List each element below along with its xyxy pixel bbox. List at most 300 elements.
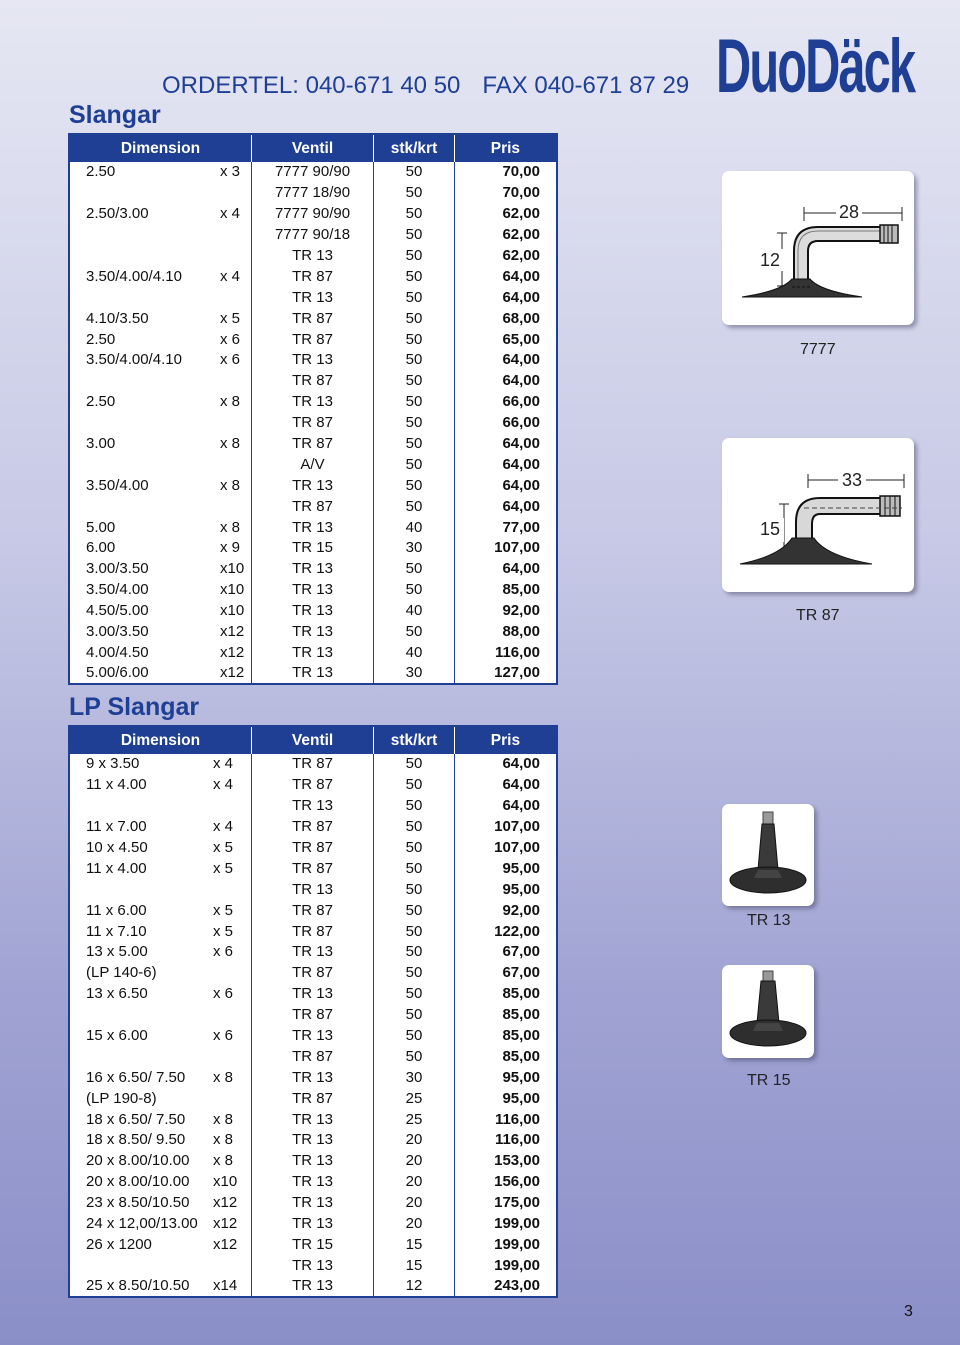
cell-valve: TR 87 (251, 1046, 373, 1067)
dimension-text: 5.00 (86, 518, 116, 536)
dimension-text: 24 x 12,00/13.00 (86, 1215, 198, 1233)
cell-price: 85,00 (502, 581, 540, 599)
table-row (69, 1193, 557, 1214)
col-header-valve: Ventil (251, 726, 373, 754)
multiplier-text: x 5 (213, 839, 234, 856)
page-number: 3 (904, 1303, 913, 1320)
lp-slangar-price-table (68, 725, 558, 1298)
cell-price: 199,00 (494, 1235, 540, 1253)
cell-dimension (69, 775, 251, 796)
cell-price: 64,00 (502, 497, 540, 515)
cell-qty: 50 (374, 942, 455, 963)
cell-valve: TR 13 (251, 984, 373, 1005)
cell-valve: TR 87 (251, 266, 373, 287)
valve-label-tr15: TR 15 (747, 1072, 791, 1089)
cell-qty: 20 (374, 1193, 455, 1214)
cell-valve: TR 13 (251, 1026, 373, 1047)
cell-price: 62,00 (502, 247, 540, 264)
cell-qty: 25 (374, 1088, 455, 1109)
dimension-text: 4.50/5.00 (86, 602, 149, 620)
col-header-dimension: Dimension (69, 726, 251, 754)
cell-valve: TR 13 (251, 1130, 373, 1151)
straight-valve-icon (722, 804, 814, 906)
valve-label-7777: 7777 (800, 341, 836, 358)
cell-dimension (69, 329, 251, 350)
cell-valve: TR 15 (251, 538, 373, 559)
cell-qty: 50 (374, 1046, 455, 1067)
table-row (69, 642, 557, 663)
table-row (69, 1234, 557, 1255)
cell-valve: TR 13 (251, 1255, 373, 1276)
multiplier-text: x12 (213, 1235, 238, 1253)
cell-price: 122,00 (494, 922, 540, 940)
cell-price: 95,00 (502, 859, 540, 877)
dimension-text: (LP 140-6) (86, 964, 157, 982)
cell-valve: 7777 18/90 (251, 183, 373, 204)
table-row (69, 1214, 557, 1235)
table-row (69, 517, 557, 538)
cell-dimension (69, 204, 251, 225)
table-row (69, 1046, 557, 1067)
cell-dimension (69, 287, 251, 308)
cell-qty: 50 (374, 496, 455, 517)
cell-valve: TR 13 (251, 559, 373, 580)
table-row (69, 434, 557, 455)
cell-valve: TR 13 (251, 622, 373, 643)
cell-valve: 7777 90/90 (251, 162, 373, 183)
angled-valve-icon (722, 438, 914, 592)
cell-dimension (69, 517, 251, 538)
cell-price: 70,00 (502, 163, 540, 181)
table-row (69, 287, 557, 308)
cell-qty: 50 (374, 900, 455, 921)
table-row (69, 580, 557, 601)
cell-dimension (69, 1046, 251, 1067)
dimension-text: 2.50 (86, 393, 116, 411)
dimension-text: 2.50 (86, 330, 116, 348)
cell-qty: 20 (374, 1172, 455, 1193)
cell-dimension (69, 434, 251, 455)
cell-qty: 20 (374, 1214, 455, 1235)
dimension-text: 3.00/3.50 (86, 560, 149, 578)
cell-valve: TR 13 (251, 580, 373, 601)
cell-price: 127,00 (494, 664, 540, 682)
cell-dimension (69, 1109, 251, 1130)
multiplier-text: x12 (220, 643, 245, 661)
cell-qty: 50 (374, 204, 455, 225)
cell-price: 88,00 (502, 623, 540, 641)
table-row (69, 496, 557, 517)
cell-dimension (69, 1151, 251, 1172)
cell-qty: 25 (374, 1109, 455, 1130)
cell-price: 116,00 (494, 1131, 540, 1149)
dimension-text: 2.50/3.00 (86, 205, 149, 223)
dimension-text: 11 x 7.00 (86, 818, 147, 836)
multiplier-text: x 8 (220, 435, 241, 453)
cell-dimension (69, 183, 251, 204)
cell-price: 66,00 (502, 414, 540, 432)
multiplier-text: x 9 (220, 539, 241, 557)
cell-price: 95,00 (502, 1068, 540, 1086)
cell-dimension (69, 559, 251, 580)
cell-qty: 50 (374, 266, 455, 287)
table-row (69, 900, 557, 921)
table-row (69, 413, 557, 434)
multiplier-text: x 8 (213, 1110, 234, 1128)
cell-valve: TR 87 (251, 1088, 373, 1109)
table-row (69, 963, 557, 984)
cell-qty: 50 (374, 287, 455, 308)
cell-valve: 7777 90/90 (251, 204, 373, 225)
cell-valve: TR 13 (251, 1276, 373, 1297)
cell-price: 85,00 (502, 1027, 540, 1045)
cell-valve: TR 87 (251, 1005, 373, 1026)
multiplier-text: x10 (220, 602, 245, 620)
cell-valve: TR 13 (251, 601, 373, 622)
cell-dimension (69, 162, 251, 183)
cell-valve: TR 13 (251, 642, 373, 663)
svg-text:DuoDäck: DuoDäck (716, 23, 917, 109)
col-header-qty: stk/krt (374, 134, 455, 162)
cell-valve: A/V (251, 454, 373, 475)
cell-price: 64,00 (502, 372, 540, 390)
cell-qty: 50 (374, 858, 455, 879)
cell-dimension (69, 1193, 251, 1214)
dimension-text: 16 x 6.50/ 7.50 (86, 1068, 186, 1086)
cell-price: 67,00 (502, 964, 540, 982)
cell-price: 116,00 (494, 1110, 540, 1128)
cell-dimension (69, 308, 251, 329)
cell-dimension (69, 1276, 251, 1297)
table-row (69, 942, 557, 963)
dimension-text: 13 x 5.00 (86, 943, 148, 961)
dimension-text: 25 x 8.50/10.50 (86, 1277, 190, 1295)
dimension-text: 3.50/4.00 (86, 581, 149, 599)
cell-valve: TR 87 (251, 754, 373, 775)
slangar-price-table (68, 133, 558, 685)
cell-price: 64,00 (502, 455, 540, 473)
table-row (69, 921, 557, 942)
cell-dimension (69, 392, 251, 413)
col-header-valve: Ventil (251, 134, 373, 162)
cell-valve: 7777 90/18 (251, 225, 373, 246)
table-row (69, 984, 557, 1005)
table-row (69, 879, 557, 900)
dimension-text: 2.50 (86, 163, 116, 181)
cell-dimension (69, 246, 251, 267)
cell-qty: 50 (374, 1005, 455, 1026)
cell-price: 243,00 (494, 1277, 540, 1295)
cell-valve: TR 15 (251, 1234, 373, 1255)
cell-valve: TR 87 (251, 858, 373, 879)
cell-dimension (69, 266, 251, 287)
cell-dimension (69, 413, 251, 434)
multiplier-text: x 4 (213, 818, 234, 836)
angled-valve-icon (722, 171, 914, 325)
cell-price: 116,00 (494, 643, 540, 661)
valve-label-tr13: TR 13 (747, 912, 791, 929)
dimension-text: 4.00/4.50 (86, 643, 149, 661)
cell-qty: 40 (374, 642, 455, 663)
multiplier-text: x 6 (213, 943, 234, 961)
cell-qty: 20 (374, 1130, 455, 1151)
multiplier-text: x 5 (213, 901, 234, 919)
section-title-lp-slangar: LP Slangar (69, 693, 200, 721)
table-row (69, 663, 557, 684)
cell-dimension (69, 796, 251, 817)
cell-valve: TR 13 (251, 1172, 373, 1193)
dimension-text: 9 x 3.50 (86, 755, 140, 773)
multiplier-text: x12 (220, 623, 245, 641)
cell-valve: TR 87 (251, 921, 373, 942)
valve-tr15-card (722, 965, 814, 1058)
cell-price: 64,00 (502, 288, 540, 306)
cell-dimension (69, 350, 251, 371)
cell-valve: TR 13 (251, 517, 373, 538)
table-row (69, 1151, 557, 1172)
table-row (69, 1130, 557, 1151)
cell-price: 95,00 (502, 880, 540, 898)
dimension-text: 6.00 (86, 539, 116, 557)
cell-qty: 15 (374, 1234, 455, 1255)
cell-qty: 50 (374, 879, 455, 900)
cell-qty: 50 (374, 963, 455, 984)
cell-dimension (69, 838, 251, 859)
cell-price: 77,00 (502, 518, 540, 536)
multiplier-text: x 6 (213, 985, 234, 1003)
cell-price: 156,00 (494, 1173, 540, 1191)
straight-valve-icon (722, 965, 814, 1058)
valve-tr87-card (722, 438, 914, 592)
table-row (69, 371, 557, 392)
cell-qty: 50 (374, 392, 455, 413)
cell-dimension (69, 454, 251, 475)
cell-dimension (69, 963, 251, 984)
cell-valve: TR 13 (251, 246, 373, 267)
valve-label-tr87: TR 87 (796, 607, 840, 624)
cell-price: 107,00 (494, 539, 540, 557)
cell-price: 95,00 (502, 1089, 540, 1107)
cell-valve: TR 13 (251, 796, 373, 817)
table-row (69, 838, 557, 859)
cell-qty: 50 (374, 754, 455, 775)
dimension-text: 26 x 1200 (86, 1235, 152, 1253)
cell-qty: 50 (374, 183, 455, 204)
cell-qty: 50 (374, 921, 455, 942)
cell-valve: TR 87 (251, 371, 373, 392)
cell-qty: 40 (374, 517, 455, 538)
cell-dimension (69, 1214, 251, 1235)
valve-tr13-card (722, 804, 814, 906)
cell-price: 62,00 (502, 205, 540, 223)
cell-dimension (69, 879, 251, 900)
table-row (69, 796, 557, 817)
cell-dimension (69, 642, 251, 663)
table-row (69, 538, 557, 559)
cell-qty: 20 (374, 1151, 455, 1172)
table-row (69, 1276, 557, 1297)
table-row (69, 475, 557, 496)
cell-price: 65,00 (502, 330, 540, 348)
multiplier-text: x 4 (220, 267, 241, 285)
cell-dimension (69, 538, 251, 559)
cell-qty: 40 (374, 601, 455, 622)
table-row (69, 392, 557, 413)
multiplier-text: x 6 (220, 330, 241, 348)
cell-dimension (69, 1088, 251, 1109)
cell-valve: TR 13 (251, 392, 373, 413)
cell-price: 64,00 (502, 267, 540, 285)
svg-text:12: 12 (759, 250, 781, 270)
cell-valve: TR 87 (251, 775, 373, 796)
col-header-price: Pris (454, 134, 557, 162)
col-header-dimension: Dimension (69, 134, 251, 162)
cell-dimension (69, 858, 251, 879)
cell-valve: TR 13 (251, 350, 373, 371)
cell-qty: 30 (374, 1067, 455, 1088)
cell-valve: TR 13 (251, 1151, 373, 1172)
cell-qty: 50 (374, 246, 455, 267)
multiplier-text: x 8 (220, 476, 241, 494)
cell-dimension (69, 371, 251, 392)
table-header-row (69, 726, 557, 754)
multiplier-text: x 8 (220, 393, 241, 411)
dimension-text: 3.50/4.00/4.10 (86, 267, 182, 285)
fax-text: FAX 040-671 87 29 (482, 72, 690, 99)
brand-logo-mark (716, 23, 917, 109)
table-row (69, 183, 557, 204)
table-row (69, 225, 557, 246)
cell-qty: 50 (374, 475, 455, 496)
multiplier-text: x 8 (213, 1131, 234, 1149)
cell-qty: 15 (374, 1255, 455, 1276)
cell-qty: 30 (374, 663, 455, 684)
multiplier-text: x 8 (220, 518, 241, 536)
cell-qty: 50 (374, 308, 455, 329)
cell-valve: TR 13 (251, 475, 373, 496)
cell-price: 66,00 (502, 393, 540, 411)
cell-valve: TR 87 (251, 308, 373, 329)
cell-dimension (69, 663, 251, 684)
valve-7777-card (722, 171, 914, 325)
table-row (69, 1172, 557, 1193)
table-row (69, 1109, 557, 1130)
cell-qty: 12 (374, 1276, 455, 1297)
cell-price: 199,00 (494, 1256, 540, 1274)
table-row (69, 601, 557, 622)
dimension-text: 20 x 8.00/10.00 (86, 1152, 190, 1170)
multiplier-text: x12 (220, 664, 245, 682)
table-header-row (69, 134, 557, 162)
cell-dimension (69, 475, 251, 496)
multiplier-text: x12 (213, 1215, 238, 1233)
col-header-price: Pris (454, 726, 557, 754)
cell-qty: 50 (374, 371, 455, 392)
table-row (69, 1255, 557, 1276)
cell-price: 64,00 (502, 476, 540, 494)
multiplier-text: x10 (220, 581, 245, 599)
dimension-text: 11 x 4.00 (86, 776, 147, 794)
cell-qty: 50 (374, 559, 455, 580)
table-row (69, 329, 557, 350)
cell-price: 85,00 (502, 1047, 540, 1065)
cell-valve: TR 87 (251, 817, 373, 838)
cell-qty: 30 (374, 538, 455, 559)
dimension-text: 13 x 6.50 (86, 985, 148, 1003)
dimension-text: 11 x 4.00 (86, 859, 147, 877)
table-row (69, 1088, 557, 1109)
cell-qty: 50 (374, 454, 455, 475)
dimension-text: 10 x 4.50 (86, 839, 148, 856)
dimension-text: 11 x 7.10 (86, 922, 147, 940)
cell-price: 92,00 (502, 602, 540, 620)
multiplier-text: x 4 (220, 205, 241, 223)
multiplier-text: x10 (213, 1173, 238, 1191)
cell-valve: TR 13 (251, 879, 373, 900)
cell-dimension (69, 1255, 251, 1276)
table-row (69, 559, 557, 580)
multiplier-text: x12 (213, 1194, 238, 1212)
table-row (69, 454, 557, 475)
cell-price: 107,00 (494, 818, 540, 836)
dimension-text: 3.00/3.50 (86, 623, 149, 641)
brand-logo (716, 23, 917, 109)
cell-qty: 50 (374, 1026, 455, 1047)
cell-qty: 50 (374, 434, 455, 455)
table-row (69, 1067, 557, 1088)
cell-dimension (69, 1026, 251, 1047)
cell-dimension (69, 1005, 251, 1026)
cell-price: 67,00 (502, 943, 540, 961)
cell-dimension (69, 580, 251, 601)
cell-dimension (69, 942, 251, 963)
svg-text:28: 28 (838, 202, 860, 222)
table-row (69, 246, 557, 267)
multiplier-text: x 8 (213, 1152, 234, 1170)
cell-price: 85,00 (502, 1006, 540, 1024)
cell-price: 85,00 (502, 985, 540, 1003)
dimension-text: (LP 190-8) (86, 1089, 157, 1107)
table-row (69, 266, 557, 287)
cell-valve: TR 13 (251, 942, 373, 963)
cell-dimension (69, 225, 251, 246)
cell-price: 175,00 (494, 1194, 540, 1212)
cell-valve: TR 87 (251, 413, 373, 434)
cell-qty: 50 (374, 984, 455, 1005)
dimension-text: 18 x 6.50/ 7.50 (86, 1110, 186, 1128)
cell-price: 64,00 (502, 755, 540, 773)
cell-qty: 50 (374, 413, 455, 434)
cell-valve: TR 87 (251, 434, 373, 455)
cell-price: 64,00 (502, 351, 540, 369)
cell-dimension (69, 1234, 251, 1255)
cell-dimension (69, 496, 251, 517)
cell-valve: TR 87 (251, 963, 373, 984)
cell-qty: 50 (374, 225, 455, 246)
multiplier-text: x 4 (213, 776, 234, 794)
dimension-text: 3.50/4.00/4.10 (86, 351, 182, 369)
multiplier-text: x 8 (213, 1068, 234, 1086)
cell-price: 199,00 (494, 1215, 540, 1233)
cell-dimension (69, 900, 251, 921)
cell-dimension (69, 1172, 251, 1193)
svg-text:15: 15 (759, 519, 781, 539)
dimension-text: 3.50/4.00 (86, 476, 149, 494)
multiplier-text: x 5 (220, 309, 241, 327)
cell-valve: TR 87 (251, 900, 373, 921)
multiplier-text: x14 (213, 1277, 238, 1295)
cell-price: 92,00 (502, 901, 540, 919)
